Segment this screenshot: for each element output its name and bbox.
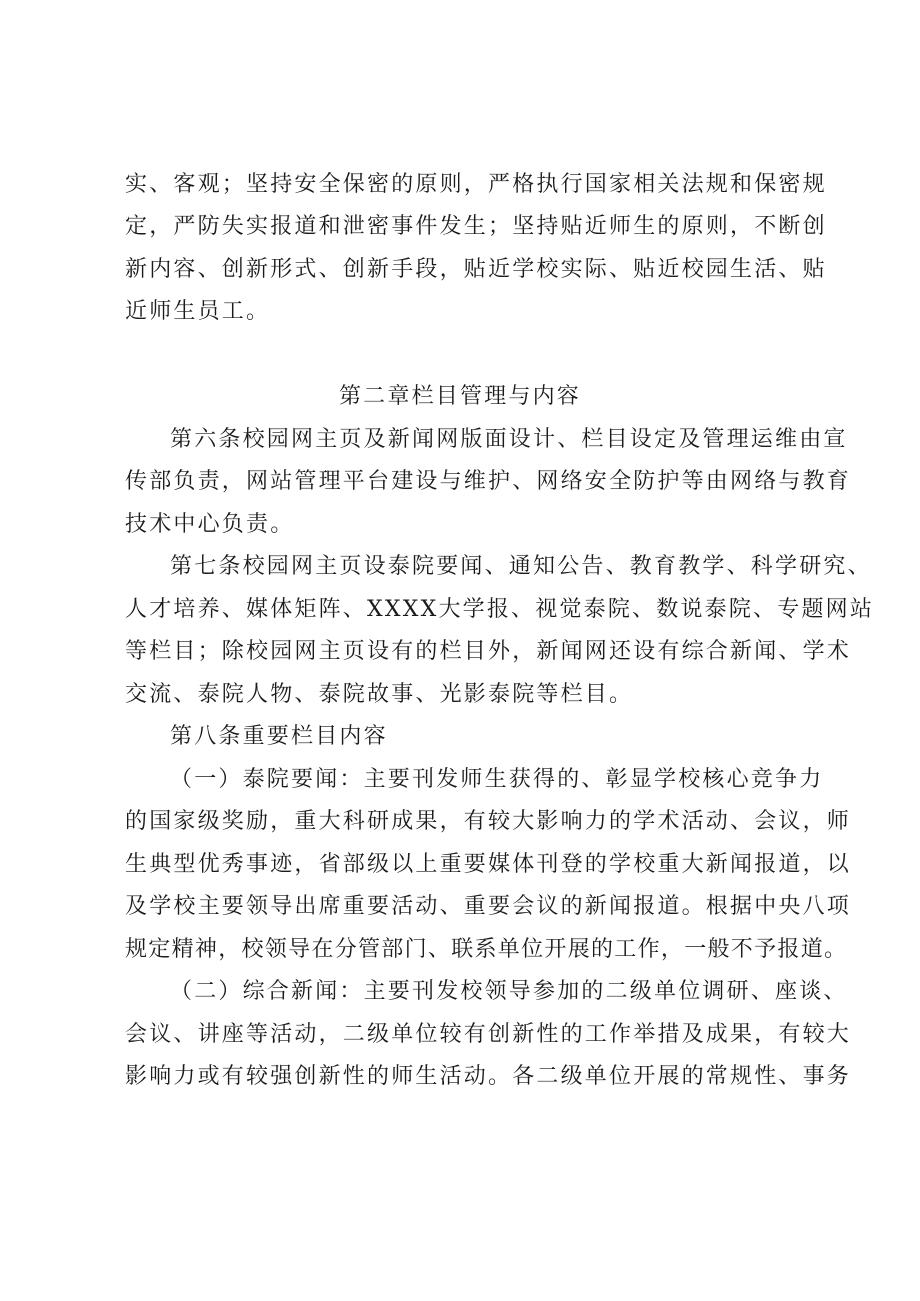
text-line: 等栏目；除校园网主页设有的栏目外，新闻网还设有综合新闻、学术 — [125, 639, 852, 664]
text-line: 技术中心负责。 — [125, 512, 295, 537]
text-line: 的国家级奖励，重大科研成果，有较大影响力的学术活动、会议，师 — [125, 809, 852, 834]
text-line: 定，严防失实报道和泄密事件发生；坚持贴近师生的原则，不断创 — [125, 214, 827, 239]
text-line: 规定精神，校领导在分管部门、联系单位开展的工作，一般不予报道。 — [125, 937, 848, 962]
text-line: 会议、讲座等活动，二级单位较有创新性的工作举措及成果，有较大 — [125, 1022, 852, 1047]
text-line: 交流、泰院人物、泰院故事、光影泰院等栏目。 — [125, 682, 634, 707]
paragraph-first-line: 第七条校园网主页设泰院要闻、通知公告、教育教学、科学研究、 — [170, 554, 872, 579]
paragraph-first-line: （二）综合新闻：主要刊发校领导参加的二级单位调研、座谈、 — [170, 979, 848, 1004]
text-line: 人才培养、媒体矩阵、XXXX大学报、视觉泰院、数说泰院、专题网站 — [125, 597, 875, 622]
text-line: 及学校主要领导出席重要活动、重要会议的新闻报道。根据中央八项 — [125, 894, 852, 919]
text-line: 实、客观；坚持安全保密的原则，严格执行国家相关法规和保密规 — [125, 172, 827, 197]
article-heading: 第八条重要栏目内容 — [170, 724, 388, 749]
text-line: 新内容、创新形式、创新手段，贴近学校实际、贴近校园生活、贴 — [125, 257, 827, 282]
text-line: 影响力或有较强创新性的师生活动。各二级单位开展的常规性、事务 — [125, 1064, 852, 1089]
paragraph-first-line: 第六条校园网主页及新闻网版面设计、栏目设定及管理运维由宣 — [170, 427, 848, 452]
text-line: 传部负责，网站管理平台建设与维护、网络安全防护等由网络与教育 — [125, 469, 852, 494]
text-line: 生典型优秀事迹，省部级以上重要媒体刊登的学校重大新闻报道，以 — [125, 852, 852, 877]
chapter-heading: 第二章栏目管理与内容 — [338, 384, 581, 409]
text-line: 近师生员工。 — [125, 299, 271, 324]
paragraph-first-line: （一）泰院要闻：主要刊发师生获得的、彰显学校核心竞争力 — [170, 767, 824, 792]
